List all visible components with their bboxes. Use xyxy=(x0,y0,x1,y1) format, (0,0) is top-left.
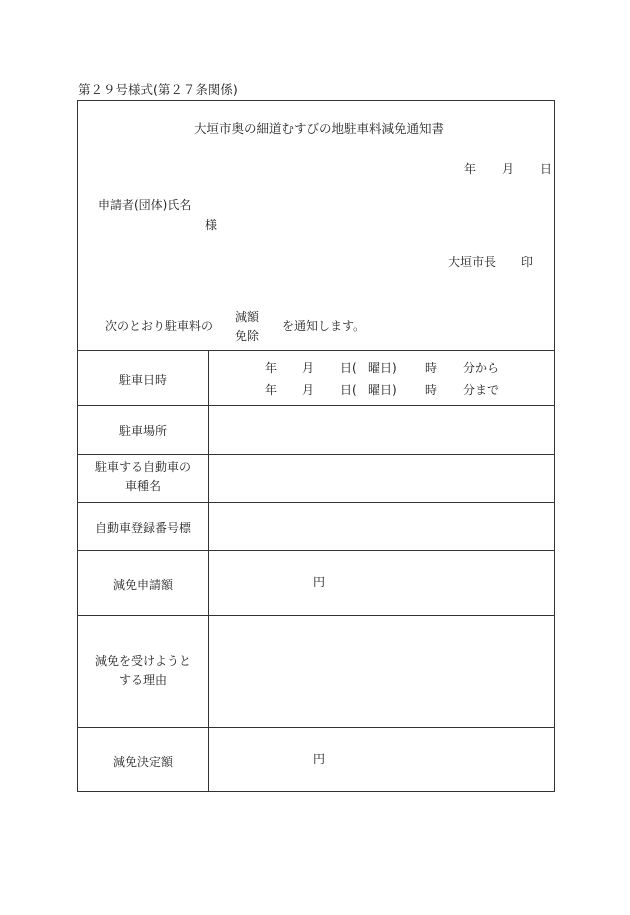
from-weekday: 曜日) xyxy=(368,361,397,375)
label-reason-line1: 減免を受けようと xyxy=(94,654,191,668)
requested-amount-unit: 円 xyxy=(313,575,326,589)
from-day: 日( xyxy=(340,361,357,375)
label-vehicle-type-line2: 車種名 xyxy=(124,479,161,494)
to-weekday: 曜日) xyxy=(368,383,397,397)
to-day: 日( xyxy=(340,383,357,397)
rule-row-3 xyxy=(77,502,555,503)
rule-column-divider xyxy=(208,350,209,792)
date-year: 年 xyxy=(464,162,477,176)
from-minute: 分から xyxy=(463,361,500,375)
to-year: 年 xyxy=(265,383,278,397)
label-parking-datetime: 駐車日時 xyxy=(118,373,167,387)
issuer-name: 大垣市長 xyxy=(448,255,497,269)
rule-row-5 xyxy=(77,615,555,616)
rule-row-2 xyxy=(77,454,555,455)
to-hour: 時 xyxy=(425,383,438,397)
label-parking-place: 駐車場所 xyxy=(118,424,167,438)
rule-row-1 xyxy=(77,405,555,406)
from-month: 月 xyxy=(302,361,315,375)
applicant-label: 申請者(団体)氏名 xyxy=(98,198,192,212)
to-month: 月 xyxy=(302,383,315,397)
issuer-seal: 印 xyxy=(521,255,534,269)
to-minute: 分まで xyxy=(463,383,500,397)
label-reason-line2: する理由 xyxy=(118,673,167,688)
rule-table-top xyxy=(77,350,555,351)
date-day: 日 xyxy=(540,162,553,176)
label-reason xyxy=(78,652,208,690)
honorific: 様 xyxy=(205,218,218,232)
label-vehicle-type xyxy=(78,458,208,496)
from-hour: 時 xyxy=(425,361,438,375)
form-title: 大垣市奥の細道むすびの地駐車料減免通知書 xyxy=(194,121,445,136)
notice-suffix: を通知します。 xyxy=(282,319,366,333)
label-requested-amount: 減免申請額 xyxy=(112,578,173,592)
from-year: 年 xyxy=(265,361,278,375)
decided-amount-unit: 円 xyxy=(313,752,326,766)
rule-row-4 xyxy=(77,550,555,551)
label-vehicle-type-line1: 駐車する自動車の xyxy=(94,460,191,474)
date-month: 月 xyxy=(502,162,515,176)
label-plate-number: 自動車登録番号標 xyxy=(94,521,191,535)
notice-prefix: 次のとおり駐車料の xyxy=(105,319,214,333)
notice-option-reduction: 減額 xyxy=(235,310,260,324)
rule-row-6 xyxy=(77,727,555,728)
label-decided-amount: 減免決定額 xyxy=(112,755,173,769)
notice-option-exemption: 免除 xyxy=(235,329,260,343)
form-id: 第２９号様式(第２７条関係) xyxy=(78,82,238,97)
